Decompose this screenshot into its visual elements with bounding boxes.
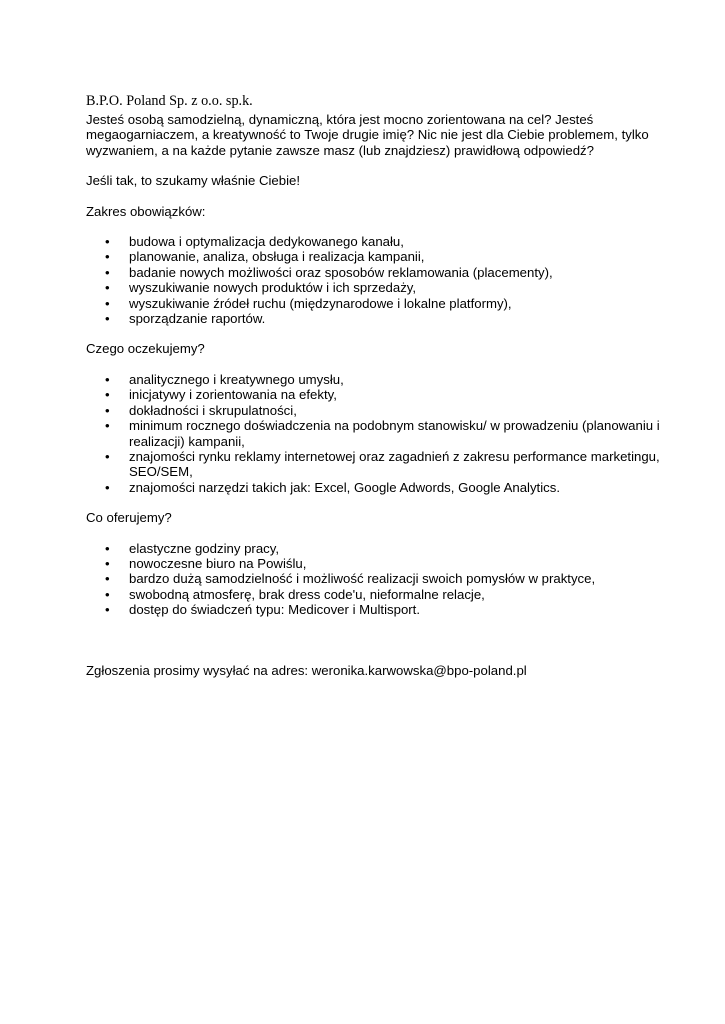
bullet-icon: • — [105, 448, 110, 464]
intro-paragraph: Jesteś osobą samodzielną, dynamiczną, która jest mocno zorientowana na cel? Jesteś megaogarniaczem, a kreatywność to Twoje drugie imię? Nic nie jest dla Ciebie problemem, tylko wyzwaniem, a na każde pytanie zawsze masz (lub znajdziesz) prawidłową odpowiedź? — [86, 112, 649, 158]
list-item — [86, 280, 686, 295]
list-item — [86, 387, 686, 402]
list-item-text: minimum rocznego doświadczenia na podobnym stanowisku/ w prowadzeniu (planowaniu i realizacji) kampanii, — [129, 418, 660, 449]
list-item — [86, 311, 686, 326]
bullet-icon: • — [105, 264, 110, 280]
list-item-text: budowa i optymalizacja dedykowanego kanału, — [129, 234, 404, 250]
expectations-list — [86, 372, 686, 495]
list-item-text: wyszukiwanie nowych produktów i ich sprzedaży, — [129, 280, 417, 296]
list-item — [86, 403, 686, 418]
company-name: B.P.O. Poland Sp. z o.o. sp.k. — [86, 93, 253, 109]
list-item — [86, 234, 686, 249]
list-item — [86, 372, 686, 387]
list-item — [86, 480, 686, 495]
responsibilities-heading: Zakres obowiązków: — [86, 203, 206, 219]
list-item — [86, 556, 686, 571]
list-item-text: elastyczne godziny pracy, — [129, 540, 280, 556]
list-item-text: dokładności i skrupulatności, — [129, 402, 297, 418]
seeking-line: Jeśli tak, to szukamy właśnie Ciebie! — [86, 173, 301, 189]
bullet-icon: • — [105, 586, 110, 602]
bullet-icon: • — [105, 602, 110, 618]
list-item-text: dostęp do świadczeń typu: Medicover i Multisport. — [129, 602, 420, 618]
bullet-icon: • — [105, 249, 110, 265]
bullet-icon: • — [105, 311, 110, 327]
list-item-text: znajomości rynku reklamy internetowej oraz zagadnień z zakresu performance marketingu, SEO/SEM, — [129, 448, 660, 480]
bullet-icon: • — [105, 234, 110, 250]
list-item — [86, 296, 686, 311]
bullet-icon: • — [105, 371, 110, 387]
list-item — [86, 249, 686, 264]
list-item-text: planowanie, analiza, obsługa i realizacja kampanii, — [129, 249, 425, 265]
list-item — [86, 418, 686, 449]
expectations-heading: Czego oczekujemy? — [86, 341, 205, 357]
bullet-icon: • — [105, 387, 110, 403]
list-item — [86, 449, 686, 480]
list-item-text: nowoczesne biuro na Powiślu, — [129, 555, 307, 571]
list-item-text: analitycznego i kreatywnego umysłu, — [129, 371, 344, 387]
list-item-text: inicjatywy i zorientowania na efekty, — [129, 387, 337, 403]
list-item — [86, 587, 686, 602]
offer-list — [86, 541, 686, 618]
bullet-icon: • — [105, 295, 110, 311]
bullet-icon: • — [105, 402, 110, 418]
list-item — [86, 265, 686, 280]
list-item-text: wyszukiwanie źródeł ruchu (międzynarodowe i lokalne platformy), — [129, 295, 512, 311]
bullet-icon: • — [105, 555, 110, 571]
responsibilities-list — [86, 234, 686, 326]
bullet-icon: • — [105, 571, 110, 587]
offer-heading: Co oferujemy? — [86, 510, 172, 526]
bullet-icon: • — [105, 540, 110, 556]
list-item — [86, 571, 686, 586]
list-item-text: znajomości narzędzi takich jak: Excel, Google Adwords, Google Analytics. — [129, 479, 561, 495]
list-item-text: badanie nowych możliwości oraz sposobów reklamowania (placementy), — [129, 264, 553, 280]
bullet-icon: • — [105, 479, 110, 495]
bullet-icon: • — [105, 418, 110, 434]
list-item — [86, 602, 686, 617]
list-item-text: swobodną atmosferę, brak dress code'u, nieformalne relacje, — [129, 586, 485, 602]
list-item-text: bardzo dużą samodzielność i możliwość realizacji swoich pomysłów w praktyce, — [129, 571, 596, 587]
list-item-text: sporządzanie raportów. — [129, 311, 266, 327]
document-body — [86, 93, 686, 678]
list-item — [86, 541, 686, 556]
contact-line: Zgłoszenia prosimy wysyłać na adres: weronika.karwowska@bpo-poland.pl — [86, 662, 527, 678]
bullet-icon: • — [105, 280, 110, 296]
